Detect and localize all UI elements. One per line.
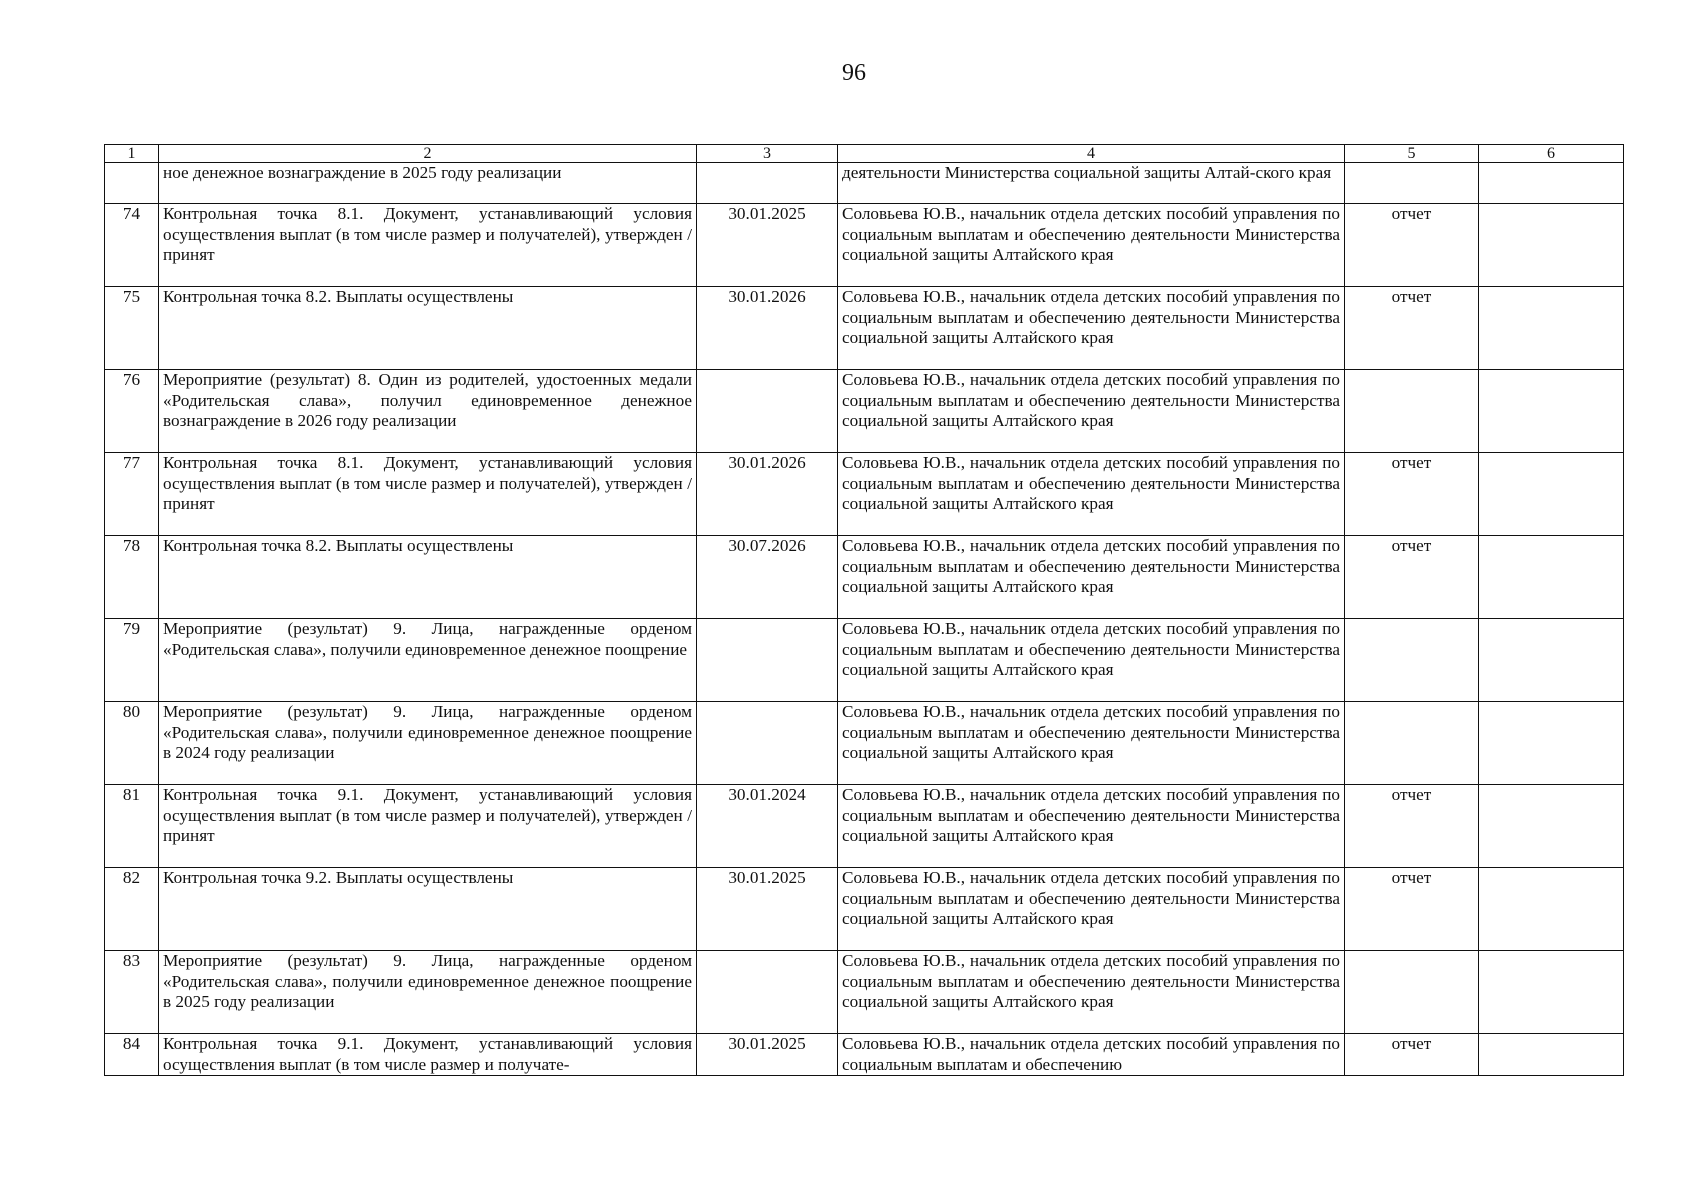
note-cell xyxy=(1479,370,1624,453)
description-cell: Мероприятие (результат) 9. Лица, награжденные орденом «Родительская слава», получили единовременное денежное поощрение в 2025 году реализации xyxy=(159,951,697,1034)
row-number-cell: 76 xyxy=(105,370,159,453)
description-cell: Контрольная точка 9.1. Документ, устанавливающий условия осуществления выплат (в том числе размер и получате- xyxy=(159,1034,697,1076)
column-number-cell: 2 xyxy=(159,145,697,163)
table-row xyxy=(105,702,1624,785)
responsible-cell: деятельности Министерства социальной защиты Алтай-ского края xyxy=(838,163,1345,204)
date-cell xyxy=(697,619,838,702)
responsible-cell: Соловьева Ю.В., начальник отдела детских пособий управления по социальным выплатам и обеспечению деятельности Министерства социальной защиты Алтайского края xyxy=(838,453,1345,536)
column-number-row xyxy=(105,145,1624,163)
report-cell: отчет xyxy=(1345,453,1479,536)
description-cell: Контрольная точка 8.2. Выплаты осуществлены xyxy=(159,536,697,619)
row-number-cell: 79 xyxy=(105,619,159,702)
description-cell: ное денежное вознаграждение в 2025 году реализации xyxy=(159,163,697,204)
report-cell xyxy=(1345,951,1479,1034)
date-cell xyxy=(697,163,838,204)
report-cell: отчет xyxy=(1345,536,1479,619)
note-cell xyxy=(1479,453,1624,536)
responsible-cell: Соловьева Ю.В., начальник отдела детских пособий управления по социальным выплатам и обеспечению xyxy=(838,1034,1345,1076)
row-number-cell: 82 xyxy=(105,868,159,951)
table-row xyxy=(105,163,1624,204)
row-number-cell xyxy=(105,163,159,204)
description-cell: Контрольная точка 9.1. Документ, устанавливающий условия осуществления выплат (в том числе размер и получателей), утвержден / принят xyxy=(159,785,697,868)
responsible-cell: Соловьева Ю.В., начальник отдела детских пособий управления по социальным выплатам и обеспечению деятельности Министерства социальной защиты Алтайского края xyxy=(838,702,1345,785)
responsible-cell: Соловьева Ю.В., начальник отдела детских пособий управления по социальным выплатам и обеспечению деятельности Министерства социальной защиты Алтайского края xyxy=(838,370,1345,453)
column-number-cell: 5 xyxy=(1345,145,1479,163)
date-cell: 30.07.2026 xyxy=(697,536,838,619)
note-cell xyxy=(1479,702,1624,785)
row-number-cell: 77 xyxy=(105,453,159,536)
description-cell: Контрольная точка 9.2. Выплаты осуществлены xyxy=(159,868,697,951)
table-row xyxy=(105,204,1624,287)
report-cell xyxy=(1345,702,1479,785)
note-cell xyxy=(1479,785,1624,868)
report-cell: отчет xyxy=(1345,868,1479,951)
row-number-cell: 75 xyxy=(105,287,159,370)
table-row xyxy=(105,868,1624,951)
responsible-cell: Соловьева Ю.В., начальник отдела детских пособий управления по социальным выплатам и обеспечению деятельности Министерства социальной защиты Алтайского края xyxy=(838,868,1345,951)
date-cell xyxy=(697,702,838,785)
report-cell: отчет xyxy=(1345,204,1479,287)
description-cell: Мероприятие (результат) 9. Лица, награжденные орденом «Родительская слава», получили единовременное денежное поощрение в 2024 году реализации xyxy=(159,702,697,785)
row-number-cell: 83 xyxy=(105,951,159,1034)
column-number-cell: 1 xyxy=(105,145,159,163)
note-cell xyxy=(1479,619,1624,702)
table-row xyxy=(105,619,1624,702)
note-cell xyxy=(1479,287,1624,370)
note-cell xyxy=(1479,204,1624,287)
note-cell xyxy=(1479,951,1624,1034)
plan-table xyxy=(104,144,1624,1076)
row-number-cell: 81 xyxy=(105,785,159,868)
row-number-cell: 80 xyxy=(105,702,159,785)
row-number-cell: 74 xyxy=(105,204,159,287)
column-number-cell: 4 xyxy=(838,145,1345,163)
row-number-cell: 78 xyxy=(105,536,159,619)
responsible-cell: Соловьева Ю.В., начальник отдела детских пособий управления по социальным выплатам и обеспечению деятельности Министерства социальной защиты Алтайского края xyxy=(838,287,1345,370)
report-cell: отчет xyxy=(1345,287,1479,370)
responsible-cell: Соловьева Ю.В., начальник отдела детских пособий управления по социальным выплатам и обеспечению деятельности Министерства социальной защиты Алтайского края xyxy=(838,536,1345,619)
table-row xyxy=(105,536,1624,619)
date-cell: 30.01.2026 xyxy=(697,287,838,370)
date-cell: 30.01.2024 xyxy=(697,785,838,868)
description-cell: Контрольная точка 8.2. Выплаты осуществлены xyxy=(159,287,697,370)
table-row xyxy=(105,785,1624,868)
report-cell xyxy=(1345,370,1479,453)
column-number-cell: 3 xyxy=(697,145,838,163)
date-cell: 30.01.2025 xyxy=(697,204,838,287)
description-cell: Мероприятие (результат) 9. Лица, награжденные орденом «Родительская слава», получили единовременное денежное поощрение xyxy=(159,619,697,702)
responsible-cell: Соловьева Ю.В., начальник отдела детских пособий управления по социальным выплатам и обеспечению деятельности Министерства социальной защиты Алтайского края xyxy=(838,204,1345,287)
report-cell xyxy=(1345,619,1479,702)
row-number-cell: 84 xyxy=(105,1034,159,1076)
report-cell xyxy=(1345,163,1479,204)
report-cell: отчет xyxy=(1345,1034,1479,1076)
date-cell: 30.01.2025 xyxy=(697,868,838,951)
table-row xyxy=(105,951,1624,1034)
page-number: 96 xyxy=(842,60,866,86)
table-row xyxy=(105,370,1624,453)
date-cell: 30.01.2025 xyxy=(697,1034,838,1076)
description-cell: Мероприятие (результат) 8. Один из родителей, удостоенных медали «Родительская слава», получил единовременное денежное вознаграждение в 2026 году реализации xyxy=(159,370,697,453)
responsible-cell: Соловьева Ю.В., начальник отдела детских пособий управления по социальным выплатам и обеспечению деятельности Министерства социальной защиты Алтайского края xyxy=(838,785,1345,868)
date-cell: 30.01.2026 xyxy=(697,453,838,536)
table-row xyxy=(105,1034,1624,1076)
date-cell xyxy=(697,951,838,1034)
column-number-cell: 6 xyxy=(1479,145,1624,163)
note-cell xyxy=(1479,536,1624,619)
date-cell xyxy=(697,370,838,453)
responsible-cell: Соловьева Ю.В., начальник отдела детских пособий управления по социальным выплатам и обеспечению деятельности Министерства социальной защиты Алтайского края xyxy=(838,619,1345,702)
note-cell xyxy=(1479,868,1624,951)
report-cell: отчет xyxy=(1345,785,1479,868)
note-cell xyxy=(1479,163,1624,204)
description-cell: Контрольная точка 8.1. Документ, устанавливающий условия осуществления выплат (в том числе размер и получателей), утвержден / принят xyxy=(159,204,697,287)
description-cell: Контрольная точка 8.1. Документ, устанавливающий условия осуществления выплат (в том числе размер и получателей), утвержден / принят xyxy=(159,453,697,536)
responsible-cell: Соловьева Ю.В., начальник отдела детских пособий управления по социальным выплатам и обеспечению деятельности Министерства социальной защиты Алтайского края xyxy=(838,951,1345,1034)
note-cell xyxy=(1479,1034,1624,1076)
table-row xyxy=(105,287,1624,370)
table-row xyxy=(105,453,1624,536)
